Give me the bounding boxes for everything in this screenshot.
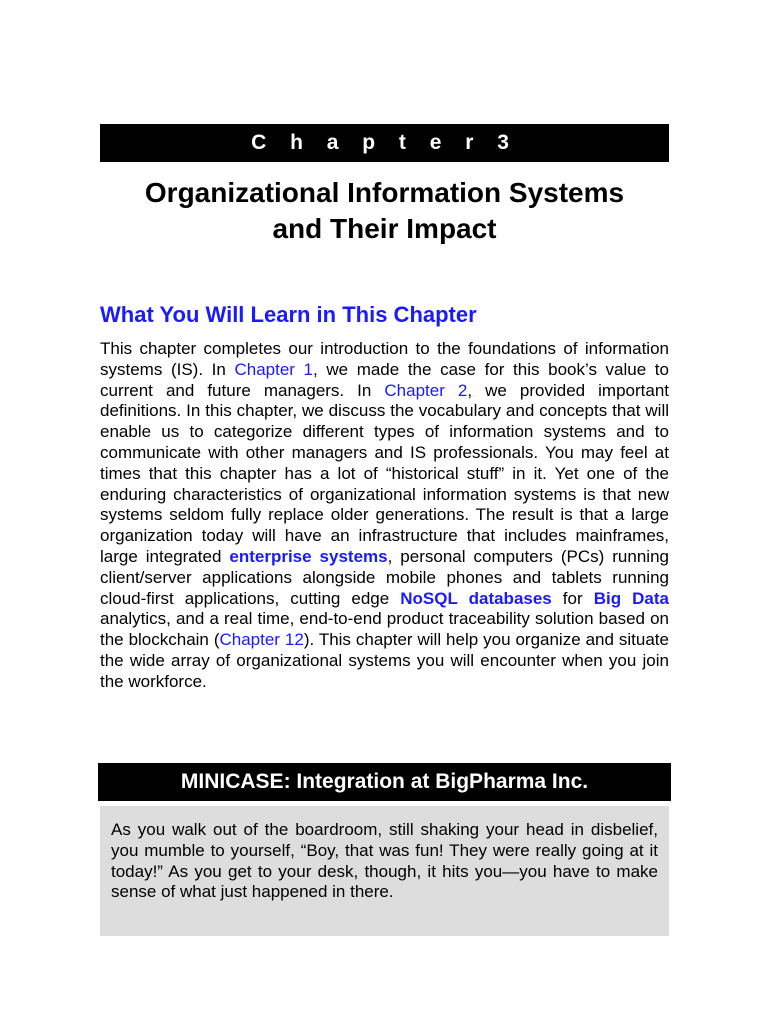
big-data-term[interactable]: Big Data (593, 588, 669, 608)
minicase-banner (98, 763, 671, 801)
section-heading: What You Will Learn in This Chapter (100, 302, 477, 327)
chapter-title-line-1: Organizational Information Systems (144, 177, 625, 208)
chapter-label: C h a p t e r 3 (251, 131, 518, 154)
nosql-databases-term[interactable]: NoSQL databases (400, 588, 552, 608)
intro-text-2: , we made the case for this book’s value to current and future managers. In (100, 359, 669, 400)
intro-text-6: analytics, and a real time, end-to-end product traceability solution based on the blockchain ( (100, 609, 669, 650)
enterprise-systems-term[interactable]: enterprise systems (229, 546, 388, 566)
intro-text-5: for (551, 588, 594, 608)
chapter-1-link[interactable]: Chapter 1 (234, 359, 314, 379)
intro-text-3: , we provided important definitions. In this chapter, we discuss the vocabulary and concepts that will enable us to categorize different types of information systems and to communicate with other managers and IS professionals. You may feel at times that this chapter has a lot of “historical stuff” in it. Yet one of the enduring characteristics of organizational information systems is that new systems seldom fully replace older generations. The result is that a large organization today will have an infrastructure that includes mainframes, large integrated (100, 380, 669, 566)
minicase-title: MINICASE: Integration at BigPharma Inc. (180, 770, 589, 793)
chapter-banner (100, 124, 669, 162)
intro-text-4: , personal computers (PCs) running client/server applications alongside mobile phones and tablets running cloud-first applications, cutting edge (100, 546, 669, 608)
minicase-text: As you walk out of the boardroom, still shaking your head in disbelief, you mumble to yourself, “Boy, that was fun! They were really going at it today!” As you get to your desk, though, it hits you—you have to make sense of what just happened in there. (111, 820, 658, 902)
intro-text-7: ). This chapter will help you organize and situate the wide array of organizational systems you will encounter when you join the workforce. (100, 630, 669, 691)
chapter-2-link[interactable]: Chapter 2 (384, 380, 468, 400)
chapter-title-line-2: and Their Impact (272, 213, 497, 244)
chapter-title (100, 175, 669, 247)
chapter-12-link[interactable]: Chapter 12 (219, 630, 304, 650)
minicase-box (100, 806, 669, 936)
intro-paragraph (100, 339, 669, 693)
intro-text-1: This chapter completes our introduction to the foundations of information systems (IS). In (100, 339, 669, 379)
